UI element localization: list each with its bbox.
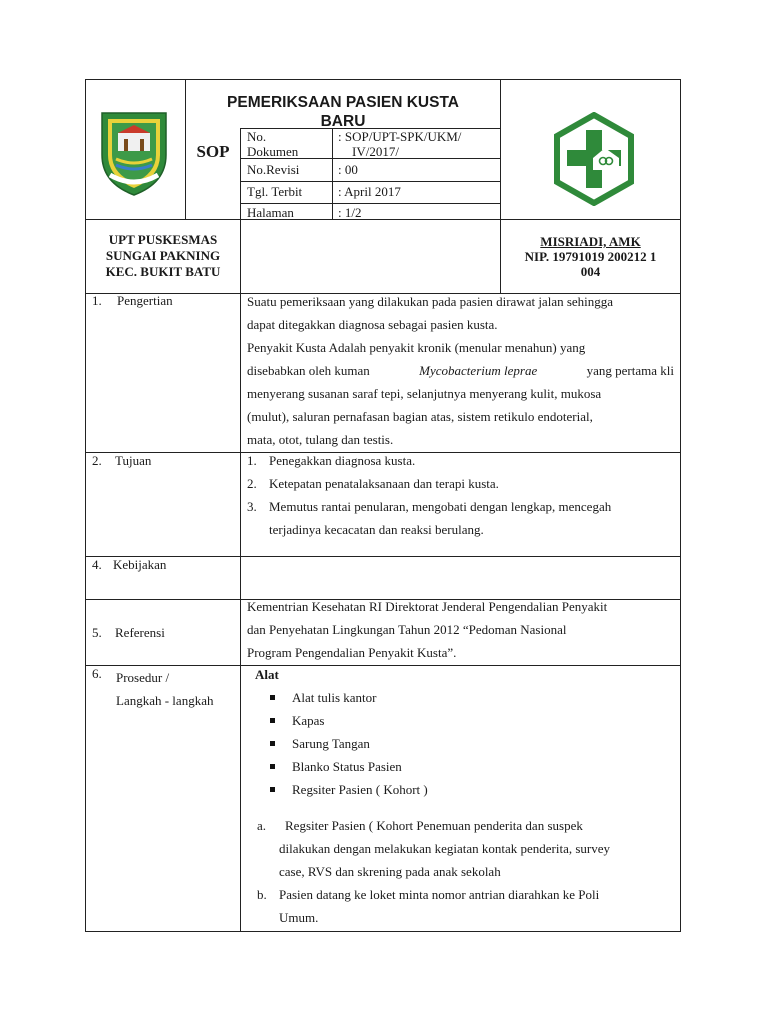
list-item: Sarung Tangan bbox=[255, 732, 674, 755]
list-item: b. Pasien datang ke loket minta nomor antrian diarahkan ke Poli Umum. bbox=[257, 887, 600, 925]
meta-key-tgl-terbit: Tgl. Terbit bbox=[247, 184, 303, 199]
sop-label: SOP bbox=[196, 142, 230, 161]
list-item: a. Regsiter Pasien ( Kohort Penemuan penderita dan suspek dilakukan dengan melakukan kegiatan kontak penderita, survey case, RVS dan skrening pada anak sekolah bbox=[257, 818, 611, 879]
section-1-number: 1. bbox=[92, 293, 102, 308]
riau-logo bbox=[96, 109, 172, 197]
signer-block: MISRIADI, AMK NIP. 19791019 200212 1 004 bbox=[501, 234, 680, 279]
document-title: PEMERIKSAAN PASIEN KUSTA BARU bbox=[227, 94, 459, 130]
section-2-list bbox=[247, 449, 674, 541]
list-item: Kapas bbox=[255, 709, 674, 732]
meta-value-no-dokumen: : SOP/UPT-SPK/UKM/ IV/2017/ bbox=[338, 129, 462, 159]
meta-value-tgl-terbit: : April 2017 bbox=[338, 184, 401, 199]
section-5-label: Referensi bbox=[115, 625, 165, 640]
section-5-content: Kementrian Kesehatan RI Direktorat Jenderal Pengendalian Penyakit dan Penyehatan Lingkungan Tahun 2012 “Pedoman Nasional Program Pengendalian Penyakit Kusta”. bbox=[247, 599, 608, 660]
list-item: 3. Memutus rantai penularan, mengobati dengan lengkap, mencegah terjadinya kecacatan dan reaksi berulang. bbox=[247, 499, 612, 537]
list-item: Regsiter Pasien ( Kohort ) bbox=[255, 778, 674, 801]
section-5-number: 5. bbox=[92, 625, 102, 640]
signer-name: MISRIADI, AMK bbox=[540, 234, 641, 249]
section-1-content: Suatu pemeriksaan yang dilakukan pada pasien dirawat jalan sehingga dapat ditegakkan diagnosa sebagai pasien kusta. Penyakit Kusta Adalah penyakit kronik (menular menahun) yang disebabkan oleh kuman Mycobacterium leprae yang pertama kli menyerang susanan saraf tepi, selanjutnya menyerang kulit, mukosa (mulut), saluran pernafasan bagian atas, sistem retikulo endoterial, mata, otot, tulang dan testis. bbox=[247, 294, 674, 447]
meta-key-halaman: Halaman bbox=[247, 205, 294, 220]
alat-list bbox=[255, 686, 674, 801]
section-1-label: Pengertian bbox=[117, 293, 173, 308]
list-item: Blanko Status Pasien bbox=[255, 755, 674, 778]
meta-key-no-dokumen: No. Dokumen bbox=[247, 129, 299, 159]
signer-nip: NIP. 19791019 200212 1 bbox=[524, 249, 657, 264]
section-6-content bbox=[255, 663, 674, 801]
section-2-label: Tujuan bbox=[115, 453, 152, 468]
list-item: 1. Penegakkan diagnosa kusta. bbox=[247, 453, 416, 468]
section-6-number: 6. bbox=[92, 666, 102, 681]
list-item: 2. Ketepatan penatalaksanaan dan terapi kusta. bbox=[247, 476, 499, 491]
list-item: Alat tulis kantor bbox=[255, 686, 674, 709]
section-6-label: Prosedur / Langkah - langkah bbox=[116, 670, 214, 708]
meta-value-no-revisi: : 00 bbox=[338, 162, 358, 177]
meta-value-halaman: : 1/2 bbox=[338, 205, 362, 220]
organization-name: UPT PUSKESMAS SUNGAI PAKNING KEC. BUKIT BATU bbox=[105, 232, 221, 279]
section-4-number: 4. bbox=[92, 557, 102, 572]
meta-key-no-revisi: No.Revisi bbox=[247, 162, 300, 177]
section-4-label: Kebijakan bbox=[113, 557, 167, 572]
alat-heading: Alat bbox=[255, 667, 279, 682]
steps-list bbox=[255, 814, 674, 929]
section-2-number: 2. bbox=[92, 453, 102, 468]
puskesmas-logo bbox=[553, 112, 635, 206]
